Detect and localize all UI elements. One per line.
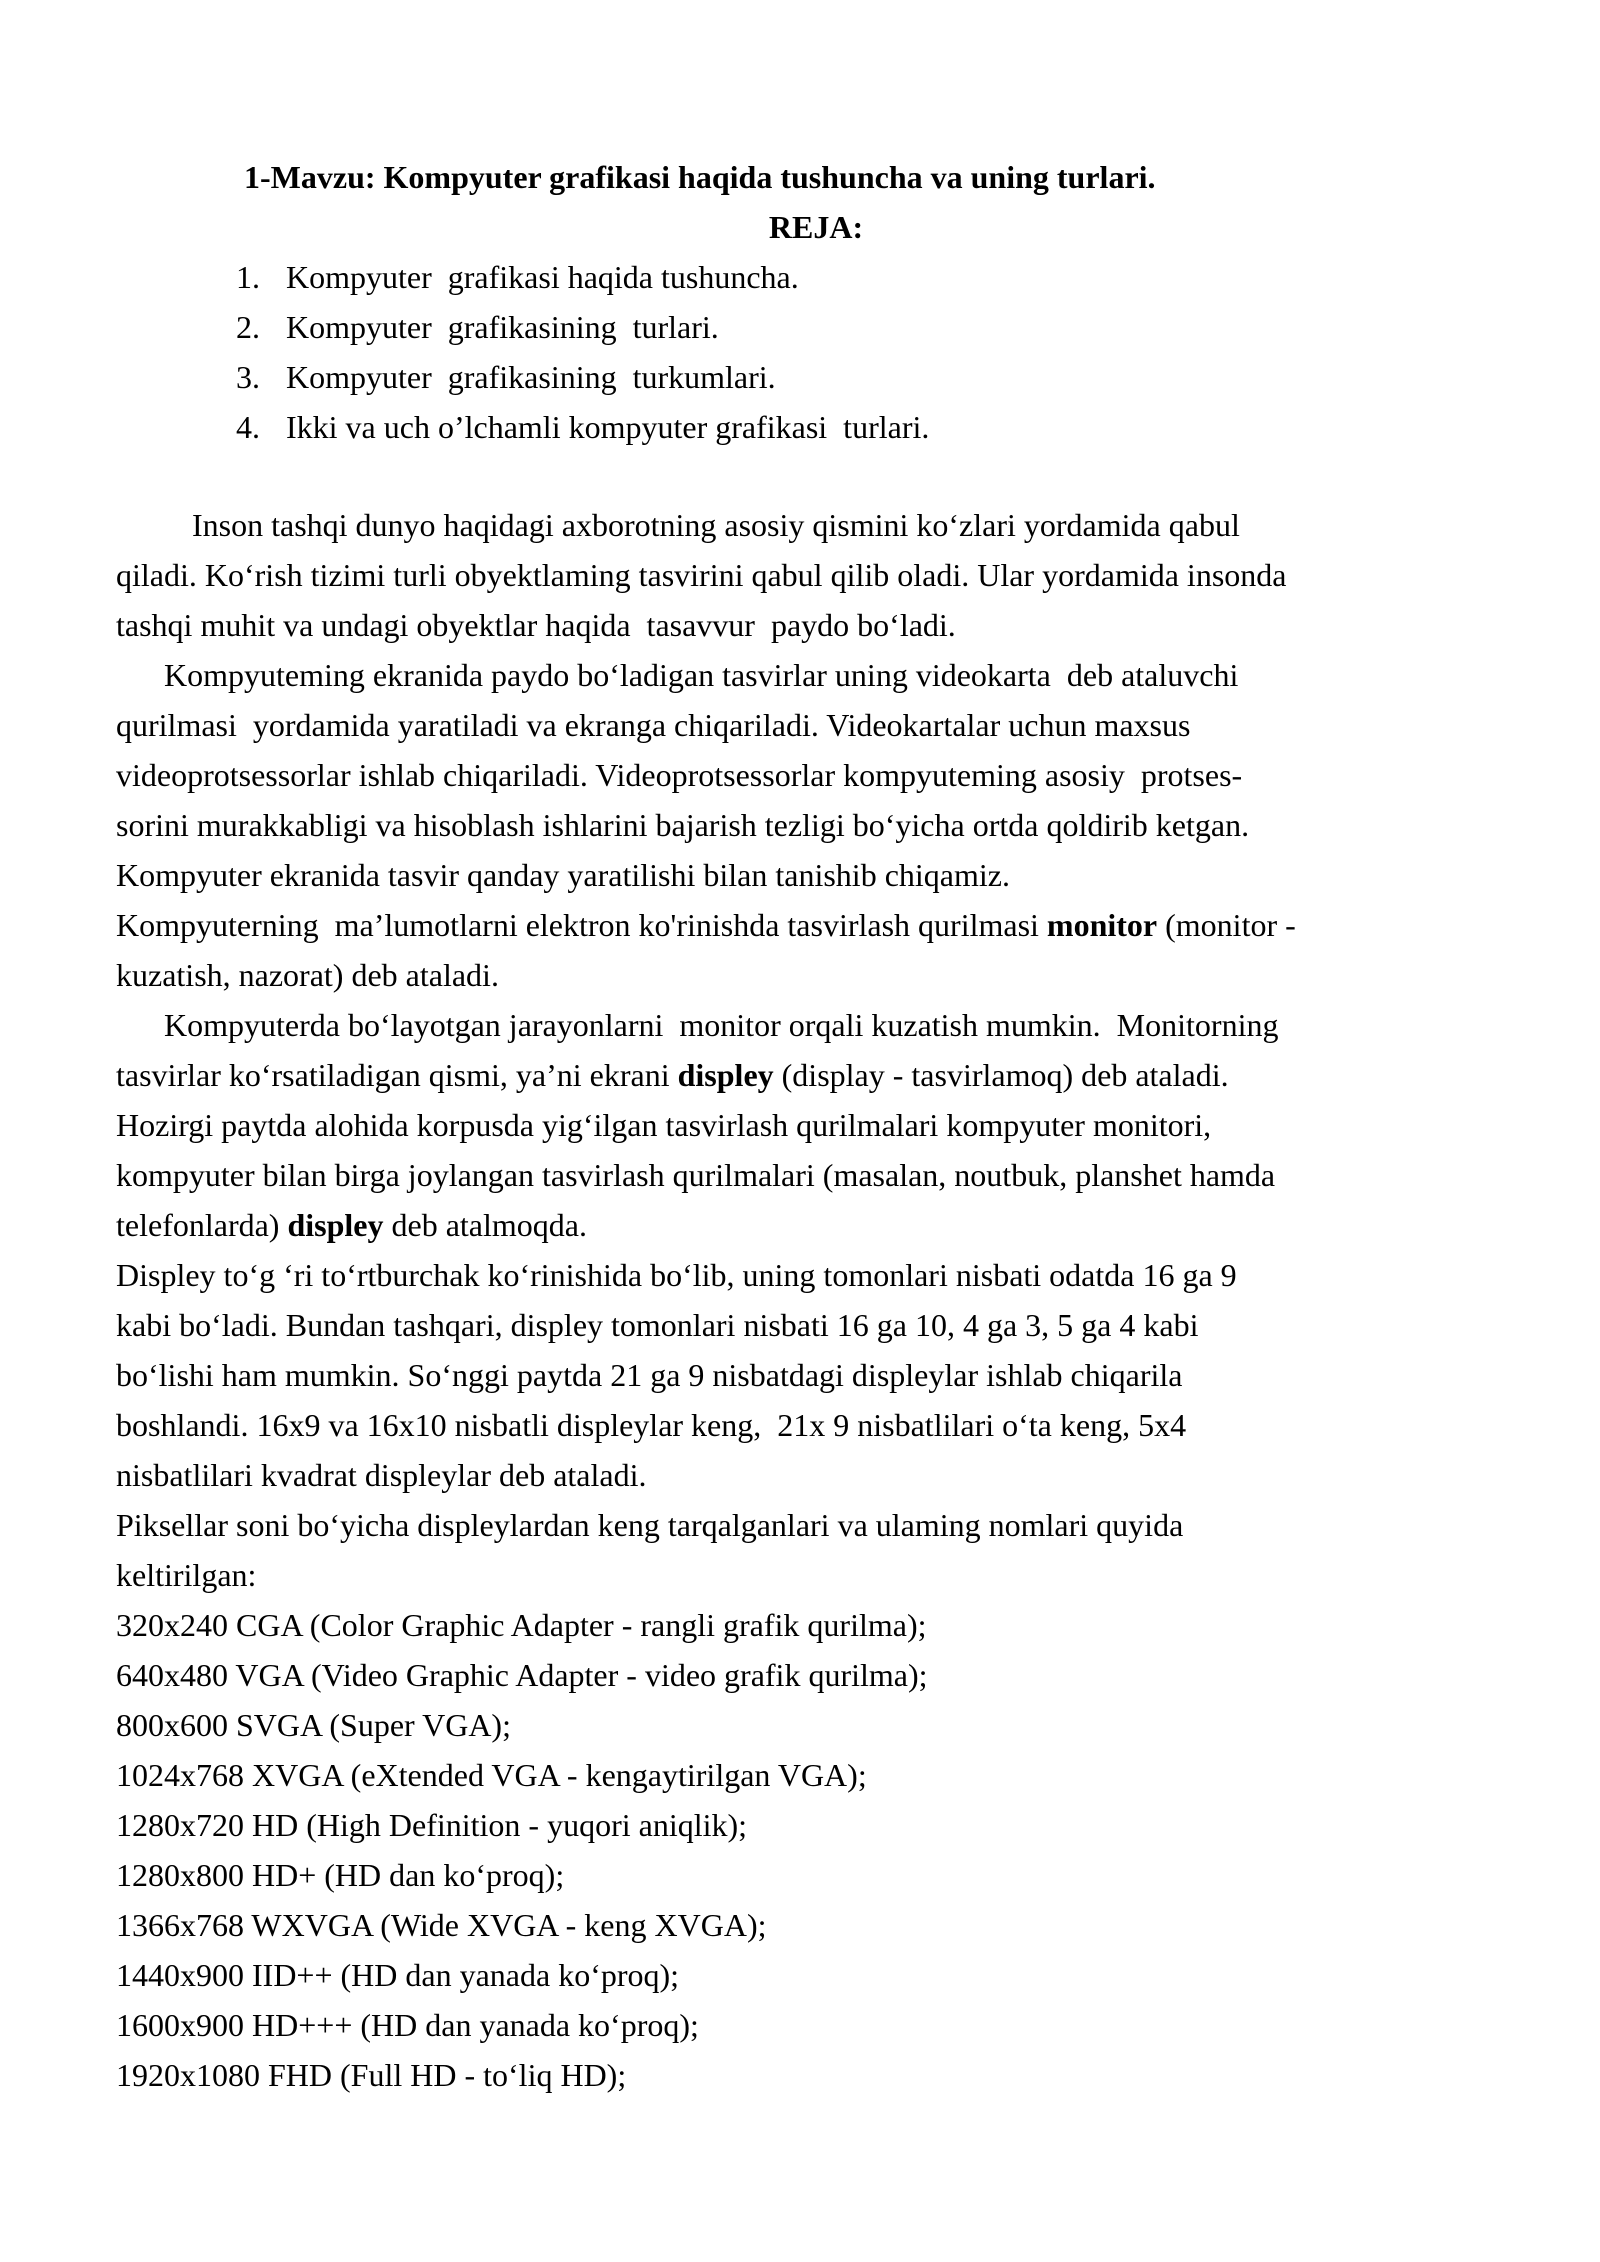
resolution-item: 640x480 VGA (Video Graphic Adapter - video grafik qurilma); [116,1657,928,1693]
text-line: sorini murakkabligi va hisoblash ishlarini bajarish tezligi bo‘yicha ortda qoldirib ketgan. [116,807,1250,843]
text-line: qurilmasi yordamida yaratiladi va ekranga chiqariladi. Videokartalar uchun maxsus [116,707,1191,743]
plan-item [236,302,929,352]
plan-item-number: 2. [236,309,260,345]
resolution-item: 1600x900 HD+++ (HD dan yanada ko‘proq); [116,2007,699,2043]
text-line: bo‘lishi ham mumkin. So‘nggi paytda 21 ga 9 nisbatdagi displeylar ishlab chiqarila [116,1357,1183,1393]
text-line: tashqi muhit va undagi obyektlar haqida tasavvur paydo bo‘ladi. [116,607,956,643]
text-line: Piksellar soni bo‘yicha displeylardan keng tarqalganlari va ulaming nomlari quyida [116,1507,1184,1543]
text-span: (monitor - [1157,907,1296,943]
text-span: tasvirlar ko‘rsatiladigan qismi, ya’ni ekrani [116,1057,678,1093]
resolution-item: 1440x900 IID++ (HD dan yanada ko‘proq); [116,1957,680,1993]
resolution-item: 1366x768 WXVGA (Wide XVGA - keng XVGA); [116,1907,767,1943]
plan-item-number: 1. [236,259,260,295]
plan-item-text: Kompyuter grafikasining turkumlari. [286,359,776,395]
text-span: deb atalmoqda. [383,1207,587,1243]
plan-item-text: Ikki va uch o’lchamli kompyuter grafikasi turlari. [286,409,930,445]
text-line [116,1200,1476,1250]
plan-item-number: 3. [236,359,260,395]
text-span: telefonlarda) [116,1207,288,1243]
text-line: keltirilgan: [116,1557,257,1593]
body-text [116,500,1476,2100]
text-line: Kompyuter ekranida tasvir qanday yaratilishi bilan tanishib chiqamiz. [116,857,1010,893]
plan-item-text: Kompyuter grafikasining turlari. [286,309,719,345]
page-title: 1-Mavzu: Kompyuter grafikasi haqida tushuncha va uning turlari. [244,159,1156,195]
bold-term-monitor: monitor [1046,907,1158,943]
text-line: kuzatish, nazorat) deb ataladi. [116,957,499,993]
resolution-item: 320x240 CGA (Color Graphic Adapter - rangli grafik qurilma); [116,1607,927,1643]
plan-item-text: Kompyuter grafikasi haqida tushuncha. [286,259,799,295]
resolution-item: 1280x800 HD+ (HD dan ko‘proq); [116,1857,565,1893]
text-span: (display - tasvirlamoq) deb ataladi. [773,1057,1229,1093]
resolution-item: 1280x720 HD (High Definition - yuqori aniqlik); [116,1807,748,1843]
plan-item [236,352,929,402]
resolution-item: 1024x768 XVGA (eXtended VGA - kengaytirilgan VGA); [116,1757,867,1793]
plan-item [236,252,929,302]
text-line: Kompyuterda bo‘layotgan jarayonlarni monitor orqali kuzatish mumkin. Monitorning [164,1007,1279,1043]
text-line: Hozirgi paytda alohida korpusda yig‘ilgan tasvirlash qurilmalari kompyuter monitori, [116,1107,1212,1143]
bold-term-displey: displey [677,1057,774,1093]
plan-list [236,252,929,452]
text-line: videoprotsessorlar ishlab chiqariladi. Videoprotsessorlar kompyuteming asosiy protses- [116,757,1243,793]
text-line: Kompyuteming ekranida paydo bo‘ladigan tasvirlar uning videokarta deb ataluvchi [164,657,1239,693]
text-line: nisbatlilari kvadrat displeylar deb ataladi. [116,1457,647,1493]
text-span: Kompyuterning ma’lumotlarni elektron ko'rinishda tasvirlash qurilmasi [116,907,1047,943]
plan-heading: REJA: [768,209,864,245]
text-line: kompyuter bilan birga joylangan tasvirlash qurilmalari (masalan, noutbuk, planshet hamda [116,1157,1276,1193]
plan-item [236,402,929,452]
text-line: Inson tashqi dunyo haqidagi axborotning asosiy qismini ko‘zlari yordamida qabul [192,507,1240,543]
text-line: Displey to‘g ‘ri to‘rtburchak ko‘rinishida bo‘lib, uning tomonlari nisbati odatda 16 ga 9 [116,1257,1237,1293]
text-line [116,900,1476,950]
bold-term-displey: displey [287,1207,384,1243]
text-line: kabi bo‘ladi. Bundan tashqari, displey tomonlari nisbati 16 ga 10, 4 ga 3, 5 ga 4 kabi [116,1307,1199,1343]
text-line: qiladi. Ko‘rish tizimi turli obyektlaming tasvirini qabul qilib oladi. Ular yordamida insonda [116,557,1287,593]
text-line: boshlandi. 16x9 va 16x10 nisbatli displeylar keng, 21x 9 nisbatlilari o‘ta keng, 5x4 [116,1407,1187,1443]
text-line [116,1050,1476,1100]
resolution-item: 800x600 SVGA (Super VGA); [116,1707,511,1743]
resolution-item: 1920x1080 FHD (Full HD - to‘liq HD); [116,2057,627,2093]
plan-item-number: 4. [236,409,260,445]
